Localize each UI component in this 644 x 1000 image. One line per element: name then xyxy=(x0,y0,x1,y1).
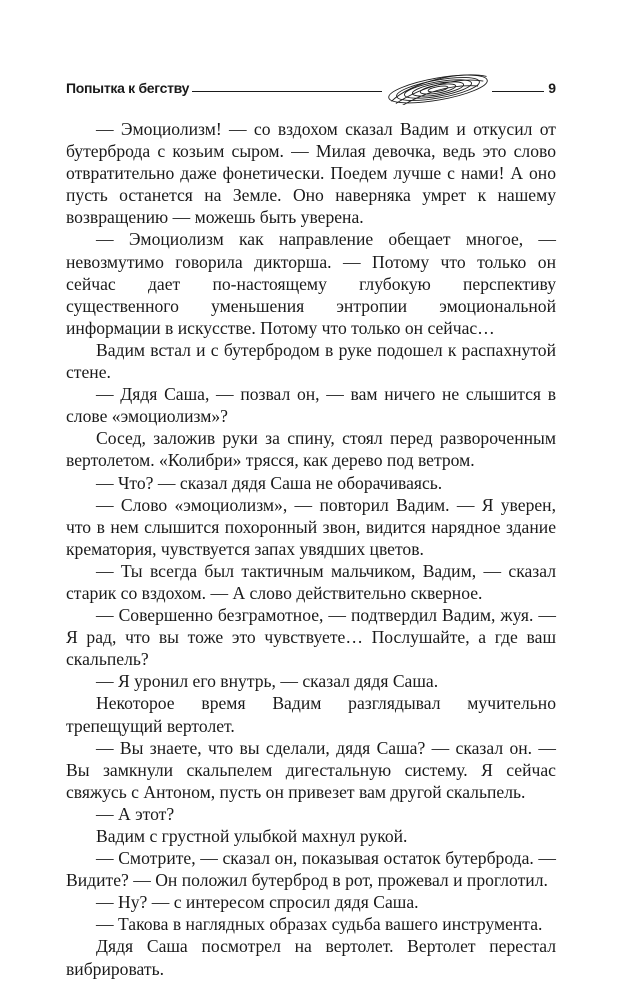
paragraph: — Совершенно безграмотное, — подтвердил Вадим, жуя. — Я рад, что вы тоже это чувствуете… Послушайте, а где ваш скальпель? xyxy=(66,605,556,670)
running-header xyxy=(66,76,556,102)
text-body xyxy=(66,118,556,980)
paragraph: — Смотрите, — сказал он, показывая остаток бутерброда. — Видите? — Он положил бутерброд в рот, прожевал и проглотил. xyxy=(66,848,556,891)
paragraph: — Что? — сказал дядя Саша не оборачиваясь. xyxy=(96,472,443,493)
paragraph: Дядя Саша посмотрел на вертолет. Вертолет перестал вибрировать. xyxy=(66,936,556,979)
paragraph: Вадим с грустной улыбкой махнул рукой. xyxy=(96,826,408,846)
paragraph: — Эмоциолизм как направление обещает многое, — невозмутимо говорила дикторша. — Потому что только он сейчас дает по-настоящему глубокую перспективу существенного уменьшения энтропии эмоциональной информации в искусстве. Потому что только он сейчас… xyxy=(66,229,556,338)
chapter-title: Попытка к бегству xyxy=(66,80,190,96)
paragraph: Сосед, заложив руки за спину, стоял перед развороченным вертолетом. «Колибри» трясся, как дерево под ветром. xyxy=(66,428,556,471)
page-number: 9 xyxy=(548,80,556,96)
paragraph: — Дядя Саша, — позвал он, — вам ничего не слышится в слове «эмоциолизм»? xyxy=(66,384,556,427)
paragraph: — Я уронил его внутрь, — сказал дядя Саша. xyxy=(96,671,439,692)
paragraph: — Такова в наглядных образах судьба вашего инструмента. xyxy=(96,914,543,935)
paragraph: — Ты всегда был тактичным мальчиком, Вадим, — сказал старик со вздохом. — А слово действительно скверное. xyxy=(66,560,556,603)
paragraph: — Эмоциолизм! — со вздохом сказал Вадим и откусил от бутерброда с козьим сыром. — Милая девочка, ведь это слово отвратительно даже фонетически. Поедем лучше с нами! А оно пусть останется на Земле. Оно наверняка умрет к нашему возвращению — можешь быть уверена. xyxy=(66,119,556,228)
swirl-galaxy-ornament-icon xyxy=(384,73,492,105)
header-rule-right xyxy=(492,91,544,92)
paragraph: Некоторое время Вадим разглядывал мучительно трепещущий вертолет. xyxy=(66,693,556,736)
paragraph: — Вы знаете, что вы сделали, дядя Саша? — сказал он. — Вы замкнули скальпелем дигестальную систему. Я сейчас свяжусь с Антоном, пусть он привезет вам другой скальпель. xyxy=(66,737,556,802)
paragraph: — А этот? xyxy=(96,803,175,824)
paragraph: — Ну? — с интересом спросил дядя Саша. xyxy=(96,892,419,913)
paragraph: — Слово «эмоциолизм», — повторил Вадим. — Я уверен, что в нем слышится похоронный звон, видится нарядное здание крематория, чувствуется запах увядших цветов. xyxy=(66,494,556,559)
header-rule-left xyxy=(192,91,382,92)
paragraph: Вадим встал и с бутербродом в руке подошел к распахнутой стене. xyxy=(66,339,556,383)
